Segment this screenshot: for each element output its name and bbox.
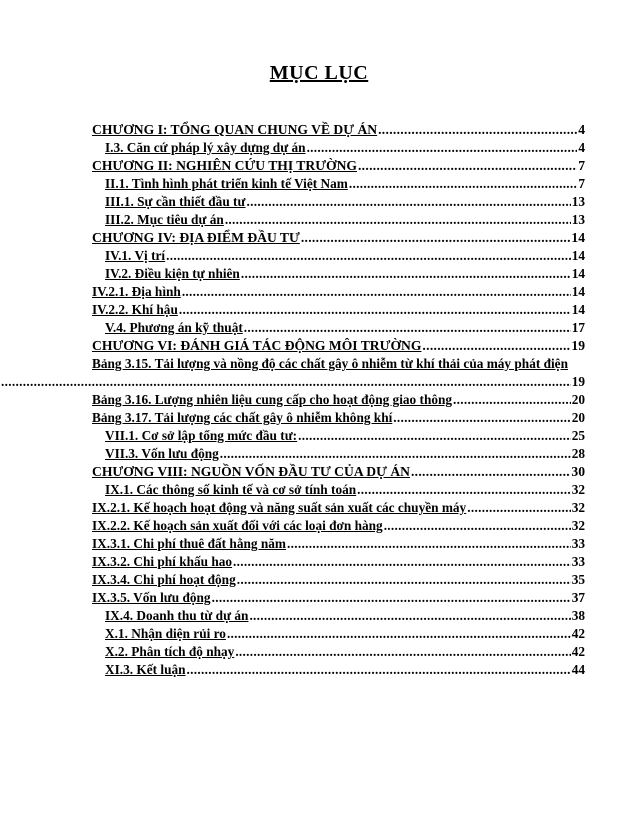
toc-entry-page-number: 14	[571, 284, 585, 299]
toc-entry[interactable]	[0, 372, 585, 390]
toc-entry-page-number: 17	[571, 320, 585, 335]
toc-entry[interactable]	[105, 624, 585, 642]
toc-leader-dots	[241, 266, 571, 282]
toc-leader-dots	[301, 230, 571, 246]
toc-entry[interactable]	[105, 138, 585, 156]
toc-entry[interactable]	[92, 336, 585, 354]
toc-entry[interactable]	[105, 246, 585, 264]
toc-leader-dots	[422, 338, 570, 354]
toc-entry-label: CHƯƠNG I: TỔNG QUAN CHUNG VỀ DỰ ÁN	[92, 122, 378, 137]
toc-entry[interactable]	[92, 552, 585, 570]
toc-entry-page-number: 14	[571, 302, 585, 317]
toc-leader-dots	[453, 392, 571, 408]
toc-leader-dots	[307, 140, 578, 156]
toc-entry[interactable]	[92, 390, 585, 408]
toc-entry[interactable]	[92, 120, 585, 138]
toc-entry-label: CHƯƠNG VI: ĐÁNH GIÁ TÁC ĐỘNG MÔI TRƯỜNG	[92, 338, 422, 353]
toc-entry-page-number: 33	[571, 536, 585, 551]
toc-leader-dots	[220, 446, 571, 462]
toc-leader-dots	[227, 626, 571, 642]
toc-leader-dots	[1, 374, 571, 390]
toc-entry[interactable]	[92, 408, 585, 426]
toc-leader-dots	[179, 302, 571, 318]
toc-leader-dots	[411, 464, 570, 480]
toc-entry-page-number: 4	[578, 140, 585, 155]
toc-entry[interactable]	[105, 642, 585, 660]
toc-entry[interactable]	[92, 462, 585, 480]
toc-entry-page-number: 37	[571, 590, 585, 605]
toc-entry-label: IV.2.2. Khí hậu	[92, 302, 178, 317]
toc-entry-label: IV.2. Điều kiện tự nhiên	[105, 266, 240, 281]
toc-entry-page-number: 32	[571, 482, 585, 497]
toc-entry-page-number: 14	[571, 230, 585, 245]
toc-entry-page-number: 13	[571, 212, 585, 227]
toc-entry-label: IX.3.4. Chi phí hoạt động	[92, 572, 236, 587]
toc-leader-dots	[349, 176, 577, 192]
toc-entry-label: X.1. Nhận diện rủi ro	[105, 626, 226, 641]
toc-entry-page-number: 7	[578, 158, 585, 173]
toc-entry-page-number: 44	[571, 662, 585, 677]
toc-entry-page-number: 25	[571, 428, 585, 443]
toc-entry-label: IX.2.2. Kế hoạch sản xuất đối với các loại đơn hàng	[92, 518, 383, 533]
toc-entry-label: Bảng 3.16. Lượng nhiên liệu cung cấp cho hoạt động giao thông	[92, 392, 453, 407]
toc-entry[interactable]	[92, 156, 585, 174]
toc-entry-page-number: 7	[578, 176, 585, 191]
toc-entry-page-number: 42	[571, 626, 585, 641]
toc-entry[interactable]	[105, 444, 585, 462]
toc-entry[interactable]	[105, 174, 585, 192]
toc-leader-dots	[378, 122, 577, 138]
toc-entry[interactable]	[105, 660, 585, 678]
toc-leader-dots	[235, 644, 570, 660]
toc-entry-page-number: 14	[571, 266, 585, 281]
toc-entry-label: IX.3.1. Chi phí thuê đất hằng năm	[92, 536, 286, 551]
toc-leader-dots	[166, 248, 571, 264]
toc-leader-dots	[246, 194, 570, 210]
toc-leader-dots	[287, 536, 571, 552]
toc-leader-dots	[225, 212, 571, 228]
toc-entry[interactable]	[105, 480, 585, 498]
toc-leader-dots	[249, 608, 570, 624]
toc-entry-page-number: 4	[578, 122, 585, 137]
toc-leader-dots	[187, 662, 571, 678]
toc-entry-page-number: 28	[571, 446, 585, 461]
toc-entry-label: VII.3. Vốn lưu động	[105, 446, 219, 461]
toc-entry[interactable]	[92, 498, 585, 516]
toc-entry-page-number: 32	[571, 518, 585, 533]
toc-entry-label: CHƯƠNG IV: ĐỊA ĐIỂM ĐẦU TƯ	[92, 230, 300, 245]
toc-leader-dots	[212, 590, 571, 606]
toc-entry[interactable]	[105, 426, 585, 444]
toc-entry-label: III.2. Mục tiêu dự án	[105, 212, 224, 227]
toc-leader-dots	[357, 482, 571, 498]
toc-entry-page-number: 38	[571, 608, 585, 623]
toc-entry[interactable]	[92, 300, 585, 318]
toc-entry[interactable]	[105, 318, 585, 336]
toc-entry-label: II.1. Tình hình phát triển kinh tế Việt Nam	[105, 176, 348, 191]
toc-entry[interactable]	[92, 354, 585, 372]
toc-entry-label: XI.3. Kết luận	[105, 662, 186, 677]
toc-leader-dots	[233, 554, 571, 570]
toc-entry-label: Bảng 3.17. Tải lượng các chất gây ô nhiễm không khí	[92, 410, 393, 425]
toc-entry-label: IX.2.1. Kế hoạch hoạt động và năng suất sản xuất các chuyền máy	[92, 500, 467, 515]
toc-entry-label: IX.4. Doanh thu từ dự án	[105, 608, 249, 623]
toc-entry-label: CHƯƠNG II: NGHIÊN CỨU THỊ TRƯỜNG	[92, 158, 357, 173]
toc-entry[interactable]	[92, 228, 585, 246]
toc-title: MỤC LỤC	[269, 62, 369, 84]
toc-entry[interactable]	[92, 588, 585, 606]
toc-leader-dots	[298, 428, 571, 444]
toc-entry-label: IX.3.5. Vốn lưu động	[92, 590, 211, 605]
toc-entry-page-number: 30	[571, 464, 585, 479]
toc-entry[interactable]	[105, 192, 585, 210]
toc-entry[interactable]	[105, 606, 585, 624]
toc-entry-label: CHƯƠNG VIII: NGUỒN VỐN ĐẦU TƯ CỦA DỰ ÁN	[92, 464, 410, 479]
toc-entry-label: IV.2.1. Địa hình	[92, 284, 181, 299]
toc-entry-label: III.1. Sự cần thiết đầu tư	[105, 194, 246, 209]
toc-entry-page-number: 19	[571, 374, 585, 389]
toc-entry-page-number: 42	[571, 644, 585, 659]
toc-leader-dots	[467, 500, 570, 516]
toc-entry-page-number: 19	[571, 338, 585, 353]
toc-entry-label: VII.1. Cơ sở lập tổng mức đầu tư:	[105, 428, 298, 443]
toc-entry[interactable]	[92, 516, 585, 534]
toc-entry-page-number: 14	[571, 248, 585, 263]
toc-leader-dots	[237, 572, 571, 588]
toc-entry-page-number: 13	[571, 194, 585, 209]
toc-entry-page-number: 33	[571, 554, 585, 569]
toc-leader-dots	[384, 518, 571, 534]
toc-leader-dots	[244, 320, 571, 336]
toc-entry-page-number: 20	[571, 410, 585, 425]
toc-entry-label: IX.1. Các thông số kinh tế và cơ sở tính toán	[105, 482, 357, 497]
toc-entry-label: IV.1. Vị trí	[105, 248, 166, 263]
toc-entry-label: Bảng 3.15. Tải lượng và nồng độ các chất gây ô nhiễm từ khí thải của máy phát điện	[92, 356, 568, 371]
toc-entry-label: IX.3.2. Chi phí khấu hao	[92, 554, 233, 569]
toc-entry[interactable]	[92, 570, 585, 588]
toc-entry-label: I.3. Căn cứ pháp lý xây dựng dự án	[105, 140, 306, 155]
toc-leader-dots	[358, 158, 577, 174]
toc-leader-dots	[393, 410, 570, 426]
toc-entry-page-number: 20	[571, 392, 585, 407]
toc-entry-label: X.2. Phân tích độ nhạy	[105, 644, 235, 659]
toc-entry[interactable]	[105, 210, 585, 228]
toc-entry-page-number: 35	[571, 572, 585, 587]
toc-entry[interactable]	[92, 534, 585, 552]
toc-entry-label: V.4. Phương án kỹ thuật	[105, 320, 243, 335]
toc-entry-page-number: 32	[571, 500, 585, 515]
toc-leader-dots	[182, 284, 571, 300]
toc-entry[interactable]	[105, 264, 585, 282]
toc-entry[interactable]	[92, 282, 585, 300]
